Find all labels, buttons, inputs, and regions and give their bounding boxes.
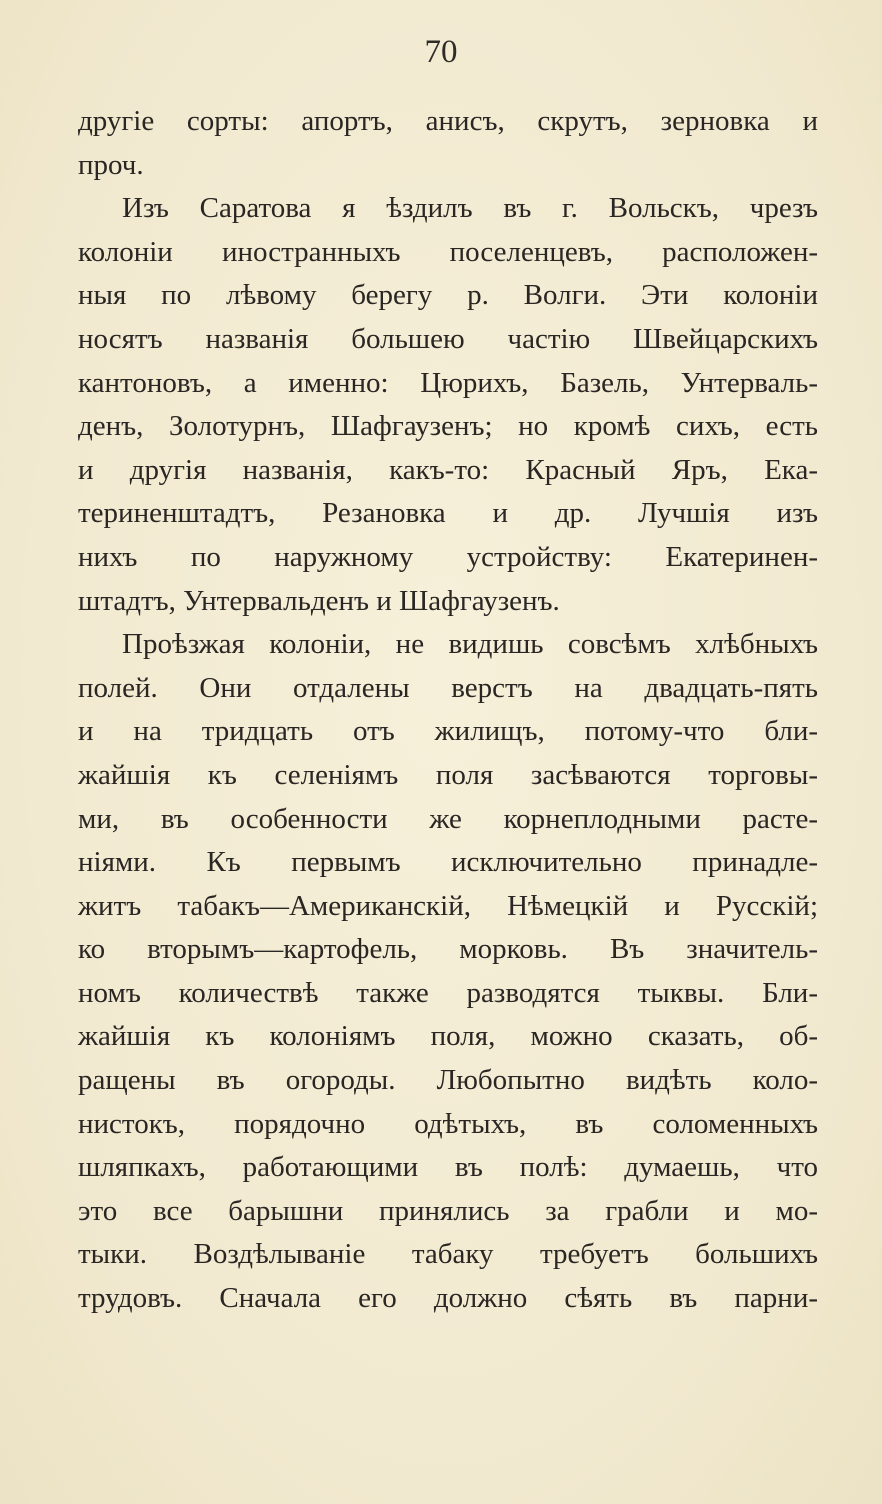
paragraph-3	[78, 623, 818, 1321]
text-line: и на тридцать отъ жилищъ, потому-что бли-	[78, 715, 818, 748]
text-line: жайшія къ колоніямъ поля, можно сказать, об-	[78, 1020, 818, 1053]
text-line: териненштадтъ, Резановка и др. Лучшія изъ	[78, 497, 818, 530]
text-line: жайшія къ селеніямъ поля засѣваются торговы-	[78, 758, 818, 791]
paragraph-1	[78, 100, 818, 187]
text-line: житъ табакъ—Американскій, Нѣмецкій и Русскій;	[78, 889, 818, 922]
text-line: ныя по лѣвому берегу р. Волги. Эти колоніи	[78, 279, 818, 312]
text-line: Проѣзжая колоніи, не видишь совсѣмъ хлѣбныхъ	[122, 628, 818, 661]
text-line: тыки. Воздѣлываніе табаку требуетъ большихъ	[78, 1238, 818, 1271]
text-line: ніями. Къ первымъ исключительно принадле-	[78, 846, 818, 879]
text-line: денъ, Золотурнъ, Шафгаузенъ; но кромѣ сихъ, есть	[78, 410, 818, 443]
text-line: ко вторымъ—картофель, морковь. Въ значитель-	[78, 933, 818, 966]
text-line: штадтъ, Унтервальденъ и Шафгаузенъ.	[78, 584, 560, 617]
text-line: кантоновъ, а именно: Цюрихъ, Базель, Унтерваль-	[78, 366, 818, 399]
text-line: это все барышни принялись за грабли и мо-	[78, 1194, 818, 1227]
text-line: и другія названія, какъ-то: Красный Яръ, Ека-	[78, 453, 818, 486]
text-line: ращены въ огороды. Любопытно видѣть коло-	[78, 1064, 818, 1097]
text-line: нистокъ, порядочно одѣтыхъ, въ соломенныхъ	[78, 1107, 818, 1140]
text-line: другіе сорты: апортъ, анисъ, скрутъ, зерновка и	[78, 105, 818, 137]
paragraph-2	[78, 187, 818, 623]
text-line: полей. Они отдалены верстъ на двадцать-пять	[78, 671, 818, 704]
text-line: шляпкахъ, работающими въ полѣ: думаешь, что	[78, 1151, 818, 1184]
text-line: проч.	[78, 148, 144, 181]
text-line: нихъ по наружному устройству: Екатеринен-	[78, 540, 818, 573]
text-line: номъ количествѣ также разводятся тыквы. Бли-	[78, 976, 818, 1009]
text-line: носятъ названія большею частію Швейцарскихъ	[78, 322, 818, 355]
text-line: ми, въ особенности же корнеплодными расте-	[78, 802, 818, 835]
page-number: 70	[424, 34, 458, 70]
page-body	[78, 100, 818, 1321]
text-line: трудовъ. Сначала его должно сѣять въ парни-	[78, 1282, 818, 1315]
text-line: Изъ Саратова я ѣздилъ въ г. Вольскъ, чрезъ	[122, 192, 818, 225]
text-line: колоніи иностранныхъ поселенцевъ, расположен-	[78, 235, 818, 268]
